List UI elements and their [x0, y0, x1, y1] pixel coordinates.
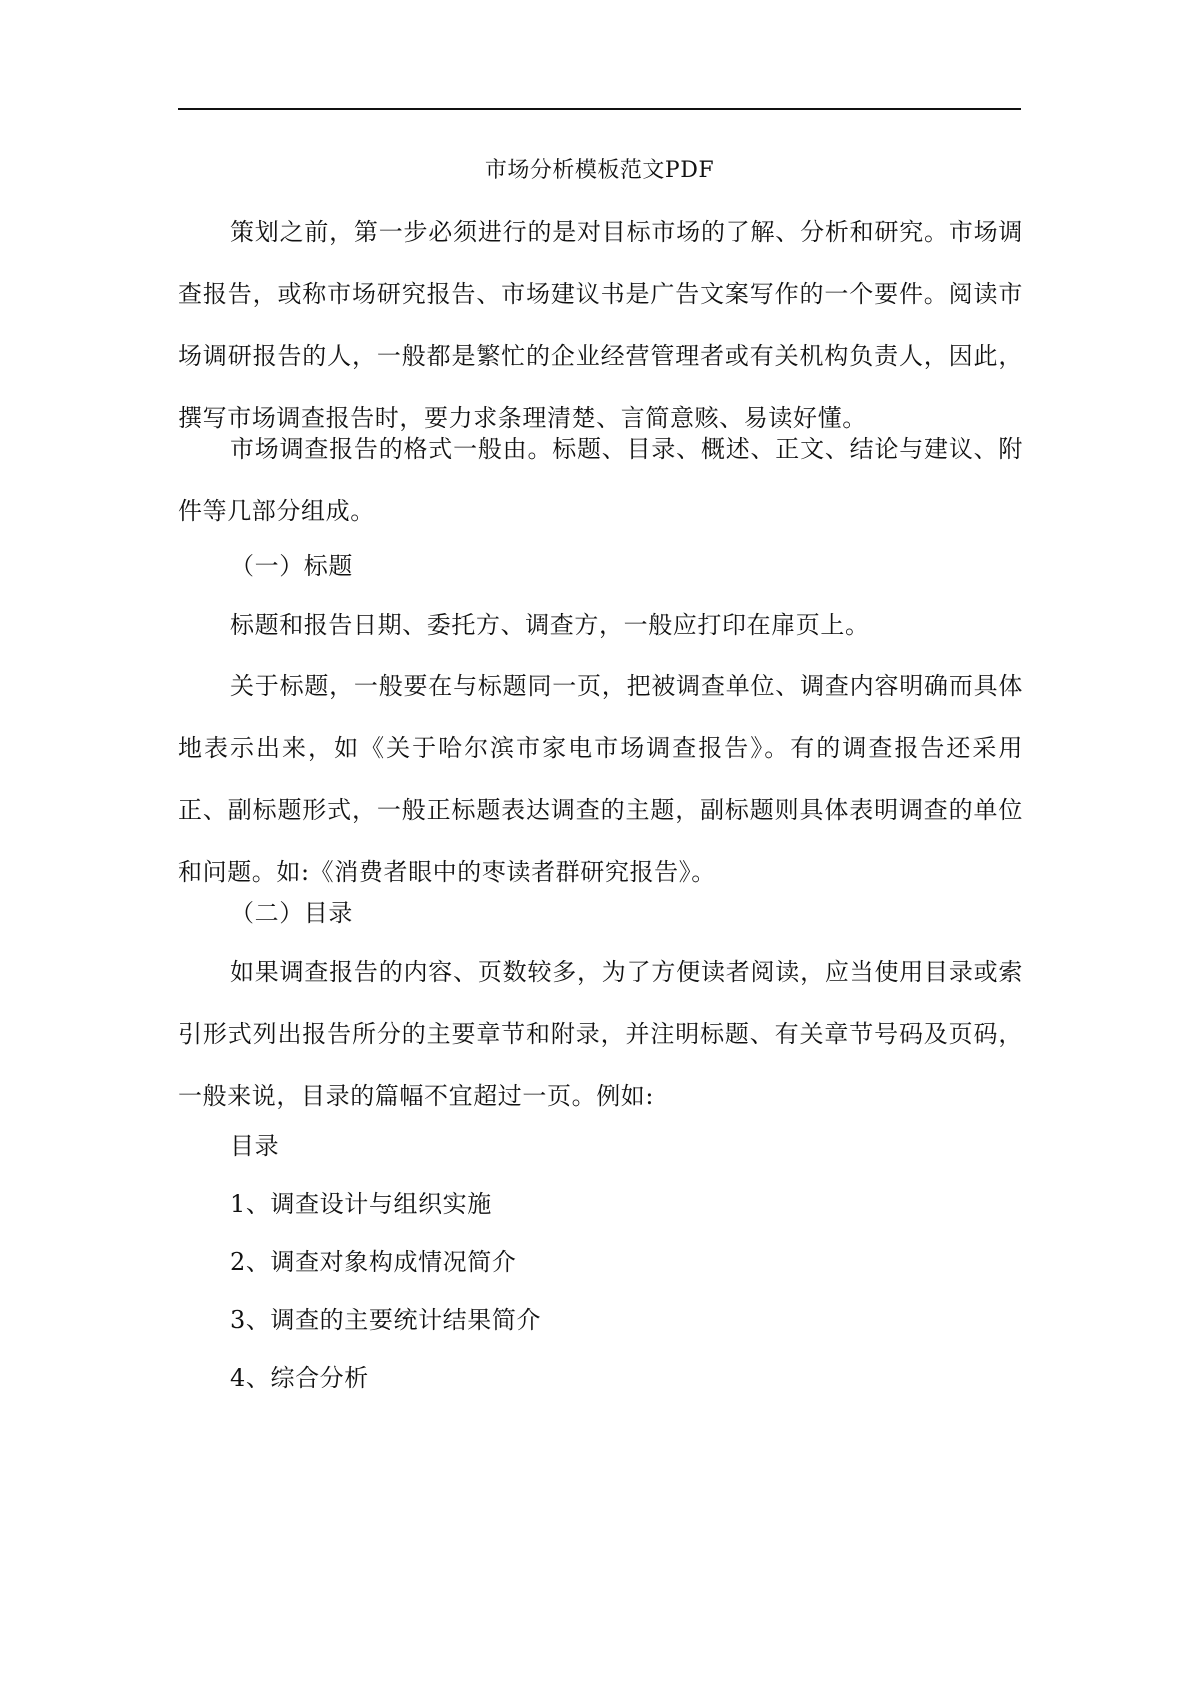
header-rule — [178, 108, 1021, 110]
contents-item-3: 3、调查的主要统计结果简介 — [230, 1306, 542, 1334]
contents-item-2: 2、调查对象构成情况简介 — [230, 1248, 517, 1276]
paragraph-contents: 如果调查报告的内容、页数较多，为了方便读者阅读，应当使用目录或索引形式列出报告所分的主要章节和附录，并注明标题、有关章节号码及页码，一般来说，目录的篇幅不宜超过一页。例如: — [178, 958, 1023, 1110]
contents-heading: 目录 — [230, 1132, 280, 1160]
paragraph-title-detail: 关于标题，一般要在与标题同一页，把被调查单位、调查内容明确而具体地表示出来，如《关于哈尔滨市家电市场调查报告》。有的调查报告还采用正、副标题形式，一般正标题表达调查的主题，副标题则具体表明调查的单位和问题。如:《消费者眼中的枣读者群研究报告》。 — [178, 672, 1023, 886]
paragraph-intro: 策划之前，第一步必须进行的是对目标市场的了解、分析和研究。市场调查报告，或称市场研究报告、市场建议书是广告文案写作的一个要件。阅读市场调研报告的人，一般都是繁忙的企业经营管理者或有关机构负责人，因此，撰写市场调查报告时，要力求条理清楚、言简意赅、易读好懂。 — [178, 218, 1023, 432]
contents-item-4: 4、综合分析 — [230, 1364, 369, 1392]
paragraph-title-page: 标题和报告日期、委托方、调查方，一般应打印在扉页上。 — [230, 611, 870, 639]
page-title: 市场分析模板范文PDF — [484, 158, 715, 183]
section-heading-contents: （二）目录 — [230, 899, 353, 927]
paragraph-format: 市场调查报告的格式一般由。标题、目录、概述、正文、结论与建议、附件等几部分组成。 — [178, 435, 1023, 525]
contents-item-1: 1、调查设计与组织实施 — [230, 1190, 492, 1218]
section-heading-title: （一）标题 — [230, 552, 353, 580]
